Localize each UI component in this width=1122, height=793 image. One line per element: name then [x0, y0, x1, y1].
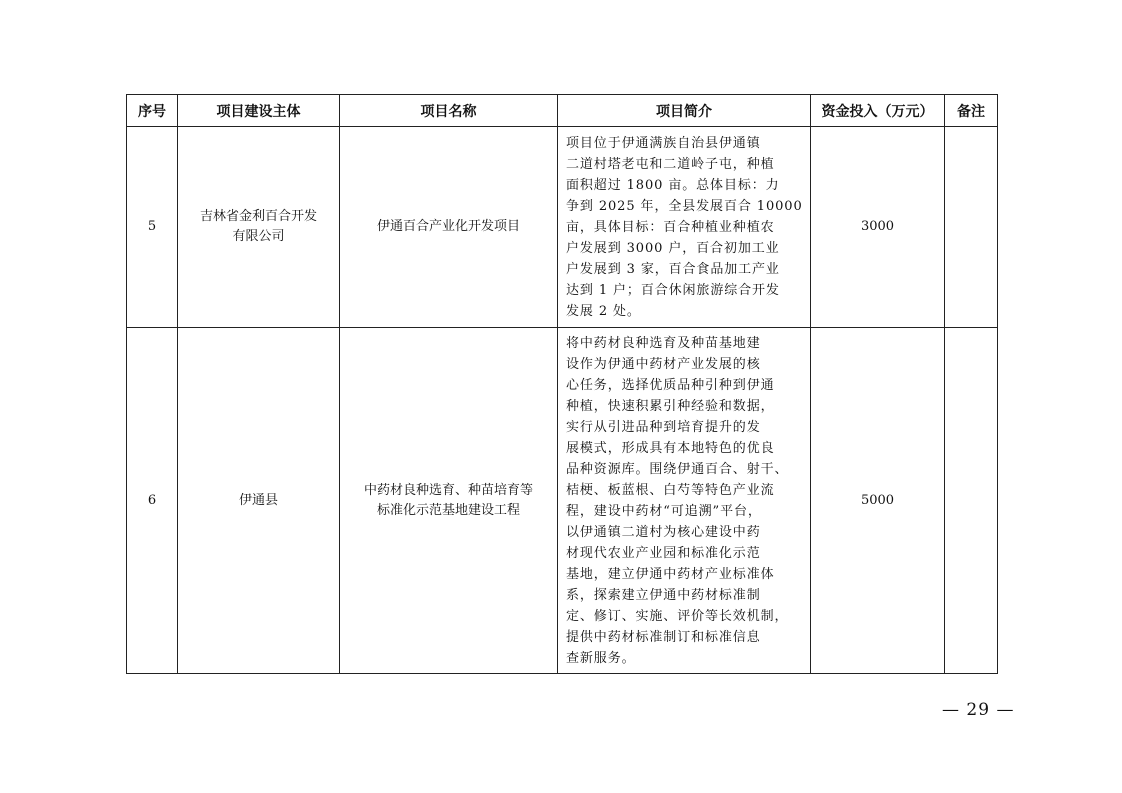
- project-name-line: 标准化示范基地建设工程: [376, 502, 520, 518]
- intro-line: 户发展到 3 家，百合食品加工产业: [566, 262, 780, 277]
- project-name-line: 中药材良种选育、种苗培育等: [363, 482, 533, 498]
- cell-no: 6: [127, 328, 178, 674]
- cell-remark: [945, 127, 998, 328]
- table-header-row: [127, 95, 998, 127]
- page-number: — 29 —: [942, 700, 1015, 720]
- intro-line: 材现代农业产业园和标准化示范: [566, 546, 761, 561]
- header-intro: 项目简介: [558, 95, 811, 127]
- project-table: [126, 94, 998, 674]
- header-funding: 资金投入（万元）: [811, 95, 945, 127]
- cell-intro: [558, 127, 811, 328]
- intro-line: 定、修订、实施、评价等长效机制，: [566, 609, 789, 624]
- intro-line: 项目位于伊通满族自治县伊通镇: [566, 136, 761, 151]
- intro-line: 桔梗、板蓝根、白芍等特色产业流: [566, 483, 775, 498]
- intro-line: 以伊通镇二道村为核心建设中药: [566, 525, 761, 540]
- cell-no: 5: [127, 127, 178, 328]
- intro-line: 种植，快速积累引种经验和数据，: [566, 399, 775, 414]
- cell-funding: 5000: [811, 328, 945, 674]
- header-entity: 项目建设主体: [178, 95, 340, 127]
- intro-line: 发展 2 处。: [566, 304, 641, 319]
- project-name-line: 伊通百合产业化开发项目: [376, 219, 520, 234]
- header-remark: 备注: [945, 95, 998, 127]
- cell-entity: [178, 328, 340, 674]
- intro-line: 实行从引进品种到培育提升的发: [566, 420, 761, 435]
- table-row: [127, 328, 998, 674]
- intro-line: 基地，建立伊通中药材产业标准体: [566, 567, 775, 582]
- intro-line: 品种资源库。围绕伊通百合、射干、: [566, 462, 789, 477]
- intro-line: 二道村塔老屯和二道岭子屯，种植: [566, 157, 775, 172]
- intro-line: 查新服务。: [566, 651, 636, 666]
- intro-line: 将中药材良种选育及种苗基地建: [566, 336, 761, 351]
- intro-line: 展模式，形成具有本地特色的优良: [566, 441, 775, 456]
- intro-line: 争到 2025 年，全县发展百合 10000: [566, 199, 803, 214]
- table-row: [127, 127, 998, 328]
- intro-line: 亩，具体目标：百合种植业种植农: [566, 220, 775, 235]
- intro-line: 户发展到 3000 户，百合初加工业: [566, 241, 780, 256]
- intro-line: 面积超过 1800 亩。总体目标：力: [566, 178, 780, 193]
- entity-line: 伊通县: [238, 492, 278, 508]
- header-no: 序号: [127, 95, 178, 127]
- intro-line: 提供中药材标准制订和标准信息: [566, 630, 761, 645]
- cell-project-name: [340, 127, 558, 328]
- header-project-name: 项目名称: [340, 95, 558, 127]
- intro-line: 系，探索建立伊通中药材标准制: [566, 588, 761, 603]
- intro-line: 达到 1 户；百合休闲旅游综合开发: [566, 283, 780, 298]
- cell-funding: 3000: [811, 127, 945, 328]
- cell-intro: [558, 328, 811, 674]
- cell-project-name: [340, 328, 558, 674]
- cell-remark: [945, 328, 998, 674]
- intro-line: 程，建设中药材“可追溯”平台，: [566, 504, 762, 519]
- entity-line: 吉林省金利百合开发: [199, 209, 317, 224]
- intro-line: 设作为伊通中药材产业发展的核: [566, 357, 761, 372]
- intro-line: 心任务，选择优质品种引种到伊通: [566, 378, 775, 393]
- entity-line: 有限公司: [232, 229, 285, 244]
- cell-entity: [178, 127, 340, 328]
